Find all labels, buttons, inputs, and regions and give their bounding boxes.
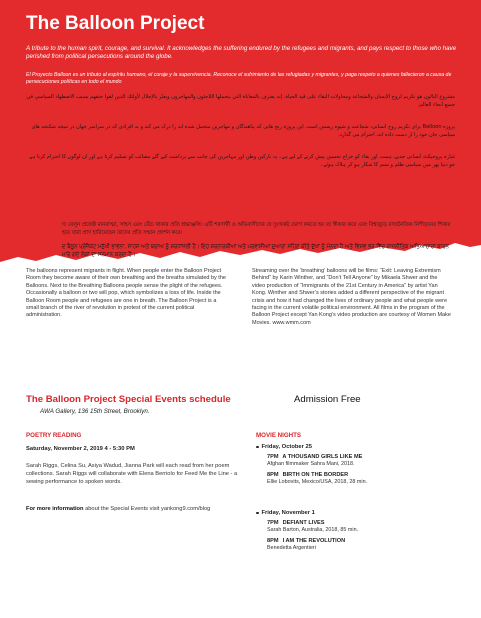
events-schedule-title: The Balloon Project Special Events schedule bbox=[26, 394, 231, 405]
torn-paper-edge bbox=[0, 205, 481, 275]
poetry-description: Sarah Riggs, Celina Su, Asiya Wadud, Jianna Park will each read from her poem collections. Sarah Riggs will collaborate with Elena Berriolo for Feed Me the Line - a sewing performance to spoken words. bbox=[26, 463, 238, 485]
bengali-text: দ্য বেলুন প্রজেক্ট মানবাত্মা, সাহস এবং বেঁচে থাকার প্রতি শ্রদ্ধাঞ্জলি। এটি শরণার্থী ও অভিবাসীদের যে দুঃখকষ্ট ভোগ করতে হয় তা স্বীকার করে এবং বিশ্বজুড়ে রাজনৈতিক নিপীড়নের শিকার হয়ে যারা প্রাণ হারিয়েছেন তাদের প্রতি সম্মান প্রদর্শন করে। bbox=[62, 222, 451, 236]
movie-night bbox=[256, 510, 466, 556]
farsi-text: پروژه Balloon برای تکریم روح انسانی، شجاعت و شیوه زیستن است. این پروژه رنج هایی که پناهندگان و مهاجرین متحمل شده اند را درک می کند و به افرادی که در سراسر جهان در نتیجه شکنجه های سیاسی جان خود را از دست داده اند، احترام می گذارد. bbox=[31, 124, 455, 138]
spanish-tagline: El Proyecto Balloon es un tributo al espíritu humano, el coraje y la supervivencia. Reconoce el sufrimiento de las refugiadas y migrantes, y paga respeto a quienes fallecieron a causa de persecuciones políticas en todo el mundo bbox=[26, 72, 452, 86]
movie-night-date-text: Friday, November 1 bbox=[261, 510, 315, 516]
film-listing bbox=[267, 538, 466, 552]
film-listing bbox=[267, 520, 466, 534]
movie-night-date-text: Friday, October 25 bbox=[261, 444, 312, 450]
bullet-icon bbox=[256, 512, 259, 515]
film-time: 7PM bbox=[267, 454, 279, 460]
film-title: A THOUSAND GIRLS LIKE ME bbox=[282, 454, 363, 460]
film-title: DEFIANT LIVES bbox=[282, 520, 325, 526]
film-credit: Benedetta Argentieri bbox=[267, 545, 316, 551]
movie-night-date bbox=[256, 510, 466, 516]
urdu-text: غبارہ پروجیکٹ انسانی جذبے، ہمت، اور بقاء کو خراج تحسین پیش کرنے کے لیے ہے۔ یہ تارکین وطن اور مہاجرین کی جانب سے برداشت کیے گئے مصائب کو تسلیم کرتا ہے اور ان لوگوں کا احترام کرتا ہے جو دنیا بھر میں سیاسی ظلم و ستم کا شکار ہو کر ہلاک ہوئے۔ bbox=[29, 154, 455, 168]
film-title: I AM THE REVOLUTION bbox=[282, 538, 346, 544]
bullet-icon bbox=[256, 446, 259, 449]
film-credit: Afghan filmmaker Sahra Mani, 2018. bbox=[267, 461, 355, 467]
film-title-line bbox=[267, 472, 466, 479]
description-left: The balloons represent migrants in flight. When people enter the Balloon Project Room they become aware of their own breathing and the breaths simulated by the Balloons. Next to the Breathing Balloons people sense the plight of the refugees. Occasionally a balloon or two will pop, which symbolizes a loss of life. Inside the Balloon Room people and refugees are one in breath. The Balloon Project is a small branch of the river of revolution in protest of the current political administration. bbox=[26, 268, 226, 319]
film-title-line bbox=[267, 454, 466, 461]
page-title: The Balloon Project bbox=[26, 13, 205, 34]
admission-label: Admission Free bbox=[294, 394, 361, 405]
film-time: 7PM bbox=[267, 520, 279, 526]
movie-night bbox=[256, 444, 466, 490]
film-credit: Ellie Lobovits, Mexico/USA, 2018, 28 min. bbox=[267, 479, 368, 485]
film-credit: Sarah Barton, Australia, 2018, 85 min. bbox=[267, 527, 359, 533]
poetry-date: Saturday, November 2, 2019 4 - 5:30 PM bbox=[26, 446, 135, 452]
tagline: A tribute to the human spirit, courage, and survival. It acknowledges the suffering endured by the refugees and migrants, and pays respect to those who have perished from political persecutions around the globe. bbox=[26, 45, 457, 61]
punjabi-text: ਦ ਬੈਲੂਨ ਪ੍ਰੋਜੈਕਟ ਮਨੁੱਖੀ ਭਾਵਨਾ, ਸਾਹਸ ਅਤੇ ਬਚਾਅ ਨੂੰ ਸ਼ਰਧਾਂਜਲੀ ਹੈ। ਇਹ ਸ਼ਰਨਾਰਥੀਆਂ ਅਤੇ ਪਰਵਾਸੀਆਂ ਦੁਆਰਾ ਸਹਿਣ ਕੀਤੇ ਦੁੱਖਾਂ ਨੂੰ ਮੰਨਦਾ ਹੈ ਅਤੇ ਵਿਸ਼ਵ ਭਰ ਵਿੱਚ ਰਾਜਨੀਤਿਕ ਅਤਿਆਚਾਰਾਂ ਕਾਰਨ ਮਾਰੇ ਗਏ ਲੋਕਾਂ ਦਾ ਸਨਮਾਨ ਕਰਦਾ ਹੈ। bbox=[62, 244, 449, 258]
film-listing bbox=[267, 472, 466, 486]
gallery-address: AWA Gallery, 136 15th Street, Brooklyn. bbox=[40, 408, 150, 415]
film-title-line bbox=[267, 520, 466, 527]
movie-nights-heading: MOVIE NIGHTS bbox=[256, 432, 302, 439]
description-right: Streaming over the ‘breathing’ balloons will be films: “Exit: Leaving Extremism Behind” by Karin Winther, and “Don’t Tell Anyone” by Mikaela Shwer and the video production of “Immigrants of the 21st Century in America” by artist Yan Kong. Winther and Shwer’s stories added a different perspective of the migrant crisis and how it had changed the lives of ordinary people and what people were facing in the current volatile political environment. All films in the program of the Balloon Project except Yan Kong’s video production are courtesy of Women Make Movies. www.wmm.com bbox=[252, 268, 451, 326]
film-listing bbox=[267, 454, 466, 468]
more-info bbox=[26, 506, 256, 514]
film-title-line bbox=[267, 538, 466, 545]
poetry-heading: POETRY READING bbox=[26, 432, 82, 439]
film-time: 8PM bbox=[267, 472, 279, 478]
arabic-text: مشروع البالون هو تكريم لروح الإنسان والشجاعة ومحاولات البقاء على قيد الحياة. إنه يعترف بالمعاناة التي يتحملها اللاجئون والمهاجرون ويعبّر بالإجلال لأولئك الذين لقوا حتفهم بسبب الاضطهاد السياسي في جميع أنحاء العالم. bbox=[26, 94, 455, 108]
film-time: 8PM bbox=[267, 538, 279, 544]
film-title: BIRTH ON THE BORDER bbox=[282, 472, 349, 478]
more-info-label: For more information bbox=[26, 506, 84, 512]
more-info-text: about the Special Events visit yankong9.com/blog bbox=[83, 506, 211, 512]
movie-night-date bbox=[256, 444, 466, 450]
